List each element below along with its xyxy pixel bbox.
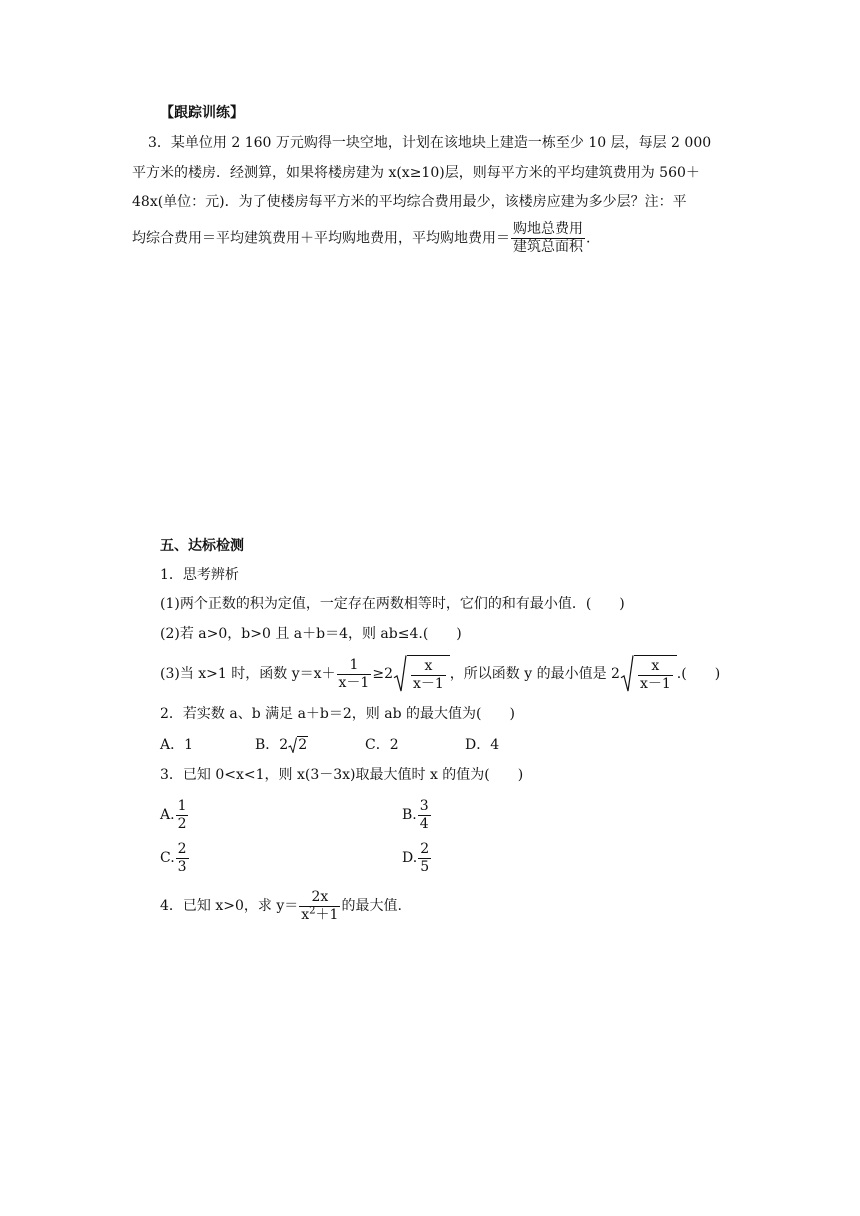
option-fraction xyxy=(418,841,431,876)
sqrt-expression xyxy=(393,655,450,693)
fraction-numerator: x xyxy=(411,658,446,676)
q1-item3-fraction xyxy=(337,657,372,692)
fraction-numerator: 3 xyxy=(419,797,429,814)
denominator-exponent: 2 xyxy=(309,904,316,916)
radical-sign-icon xyxy=(393,655,407,693)
problem3-fraction xyxy=(511,221,585,256)
option-fraction xyxy=(176,798,189,833)
q4-part2: 的最大值. xyxy=(341,898,402,914)
q1-item1: (1)两个正数的积为定值，一定存在两数相等时，它们的和有最小值．( ) xyxy=(160,596,625,612)
fraction-denominator: x－1 xyxy=(338,674,370,691)
fraction-denominator xyxy=(299,904,340,924)
q3-option-b xyxy=(402,795,432,835)
fraction-denominator: x－1 xyxy=(412,676,444,692)
q3-option-d xyxy=(402,838,432,878)
q1-item3-part2: ≥2 xyxy=(372,666,393,682)
q2-stem: 2．若实数 a、b 满足 a＋b＝2，则 ab 的最大值为( ) xyxy=(160,706,515,722)
q3-option-c xyxy=(160,838,190,878)
option-label: A. xyxy=(160,807,175,823)
sqrt-expression xyxy=(288,735,308,755)
q1-item3-part4: .( ) xyxy=(676,666,721,682)
fraction-numerator: 1 xyxy=(177,797,187,814)
option-label: B. xyxy=(402,807,417,823)
sqrt-fraction xyxy=(638,658,673,693)
option-fraction xyxy=(418,798,431,833)
fraction-numerator: 2x xyxy=(299,889,340,907)
q2-option-a: A．1 xyxy=(160,737,194,753)
fraction-numerator: 2 xyxy=(420,840,430,857)
q1-item3-part3: ，所以函数 y 的最小值是 2 xyxy=(449,666,620,682)
fraction-numerator: 购地总费用 xyxy=(513,221,583,237)
denominator-rest: ＋1 xyxy=(315,906,339,923)
q3-stem: 3．已知 0<x<1，则 x(3－3x)取最大值时 x 的值为( ) xyxy=(160,767,524,783)
problem3-line4-suffix: . xyxy=(586,230,591,247)
problem3-line4-prefix: 均综合费用＝平均建筑费用＋平均购地费用，平均购地费用＝ xyxy=(132,230,510,247)
q3-option-a xyxy=(160,795,189,835)
q2-option-b-prefix: B．2 xyxy=(255,737,289,753)
option-label: C. xyxy=(160,850,175,866)
option-fraction xyxy=(176,841,189,876)
radical-sign-icon xyxy=(288,737,297,753)
problem3-line3: 48x(单位：元)．为了使楼房每平方米的平均综合费用最少，该楼房应建为多少层？注：平 xyxy=(132,194,687,210)
q1-item2: (2)若 a>0，b>0 且 a＋b＝4，则 ab≤4.( ) xyxy=(160,626,462,642)
sqrt-fraction xyxy=(411,658,446,693)
q2-option-b xyxy=(255,735,308,755)
q1-item3 xyxy=(160,655,720,693)
q4-part1: 4．已知 x>0，求 y＝ xyxy=(160,898,299,914)
section-track-heading: 【跟踪训练】 xyxy=(160,105,244,121)
denominator-base: x xyxy=(301,906,310,923)
radical-sign-icon xyxy=(620,655,634,693)
q1-item3-part1: (3)当 x>1 时，函数 y＝x＋ xyxy=(160,666,336,682)
option-label: D. xyxy=(402,850,418,866)
fraction-denominator: 3 xyxy=(177,858,187,875)
sqrt-expression xyxy=(620,655,677,693)
fraction-denominator: 建筑总面积 xyxy=(513,239,583,255)
fraction-numerator: 2 xyxy=(177,840,187,857)
q4-stem xyxy=(160,886,402,926)
q2-option-d: D．4 xyxy=(465,737,500,753)
q1-title: 1．思考辨析 xyxy=(160,567,239,583)
section5-heading: 五、达标检测 xyxy=(160,538,244,554)
problem3-line2: 平方米的楼房．经测算，如果将楼房建为 x(x≥10)层，则每平方米的平均建筑费用为 560＋ xyxy=(132,165,700,181)
fraction-numerator: 1 xyxy=(337,657,372,675)
fraction-denominator: x－1 xyxy=(639,676,671,692)
fraction-denominator: 4 xyxy=(419,815,429,832)
radicand: 2 xyxy=(298,737,308,753)
fraction-denominator: 2 xyxy=(177,815,187,832)
q2-option-c: C．2 xyxy=(365,737,399,753)
fraction-denominator: 5 xyxy=(420,858,430,875)
problem3-line4 xyxy=(132,221,590,256)
problem3-line1: 3．某单位用 2 160 万元购得一块空地，计划在该地块上建造一栋至少 10 层，每层 2 000 xyxy=(148,135,712,151)
fraction-numerator: x xyxy=(638,658,673,676)
q4-fraction xyxy=(299,889,340,924)
